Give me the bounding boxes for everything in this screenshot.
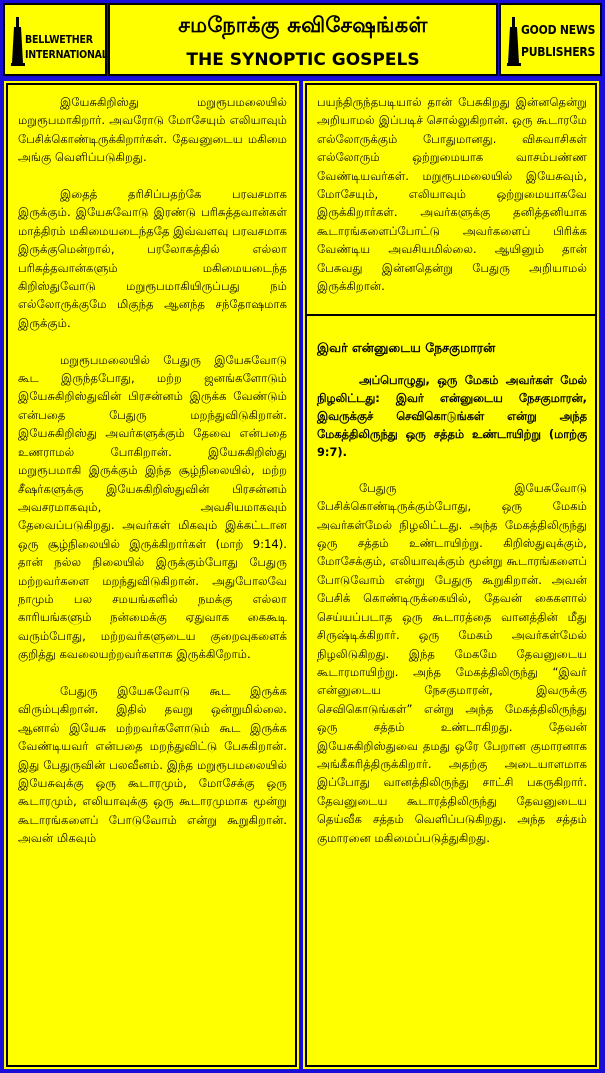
right-column xyxy=(305,83,597,1067)
right-logo-line-1: GOOD NEWS xyxy=(521,23,596,37)
left-column-content xyxy=(8,85,295,1065)
right-logo-line-2: PUBLISHERS xyxy=(521,45,596,59)
paragraph: பேதுரு இயேசுவோடு பேசிக்கொண்டிருக்கும்போது, ஒரு மேகம் அவர்கள்மேல் நிழலிட்டது. அந்த மேகத்திலிருந்து ஒரு சத்தம் உண்டாயிற்று. கிறிஸ்துவுக்கும், மோசேக்கும், எலியாவுக்கும் மூன்று கூடாரங்களைப் போடுவோம் என்று பேதுரு கூறுகிறான். அவன் பேசிக் கொண்டிருக்கையில், தேவன் கைகளால் செய்யப்படாத ஒரு கூடாரத்தை வானத்தின் மீது சிருஷ்டிக்கிறார். ஒரு மேகம் அவர்கள்மேல் நிழலிடுகிறது. இந்த மேகமே தேவனுடைய கூடாரமாயிற்று. அந்த மேகத்திலிருந்து “இவர் என்னுடைய நேசகுமாரன், இவருக்கு செவிகொடுங்கள்” என்று அந்த மேகத்திலிருந்து ஒரு சத்தம் உண்டாகிறது. தேவன் இயேசுகிறிஸ்துவை தமது ஒரே பேறான குமாரனாக அங்கீகரித்திருக்கிறார். அதற்கு அடையாளமாக இப்போது வானத்திலிருந்து சாட்சி பகருகிறார். தேவனுடைய கூடாரத்திலிருந்து தேவனுடைய தெய்வீக சத்தம் வெளிப்படுகிறது. அந்த சத்தம் குமாரனை மகிமைப்படுத்துகிறது. xyxy=(317,480,587,845)
good-news-logo-box xyxy=(499,3,602,76)
title-box xyxy=(108,3,498,76)
section-divider xyxy=(307,314,595,316)
paragraph: மறுரூபமலையில் பேதுரு இயேசுவோடு கூட இருந்தபோது, மற்ற ஜனங்களோடும் இயேசுகிறிஸ்துவின் பிரசன்னம் இருக்க வேண்டும் என்பதை பேதுரு மறந்துவிடுகிறான். இயேசுகிறிஸ்து அவர்களுக்கும் தேவை என்பதை உணராமல் போகிறான். இயேசுகிறிஸ்து மறுரூபமாகி இருக்கும் இந்த சூழ்நிலையில், மற்ற சீஷர்களுக்கு இயேசுகிறிஸ்துவின் பிரசன்னம் அவசரமாகவும், அவசியமாகவும் தேவைப்படுகிறது. அவர்கள் மிகவும் இக்கட்டான ஒரு சூழ்நிலையில் இருக்கிறார்கள் (மாற் 9:14). தான் நல்ல நிலையில் இருக்கும்போது பேதுரு மற்றவர்களை மறந்துவிடுகிறான். அதுபோலவே நாமும் பல சமயங்களில் நமக்கு எல்லா காரியங்களும் நன்மைக்கு ஏதுவாக கைகூடி வரும்போது, மற்றவர்களுடைய குறைவுகளைக் குறித்து கவலையற்றவர்களாக இருக்கிறோம். xyxy=(18,352,287,662)
good-news-logo-icon xyxy=(507,15,521,67)
title-tamil: சமநோக்கு சுவிசேஷங்கள் xyxy=(178,13,428,37)
paragraph: இயேசுகிறிஸ்து மறுரூபமலையில் மறுரூபமாகிறார். அவரோடு மோசேயும் எலியாவும் பேசிக்கொண்டிருக்கிறார்கள். தேவனுடைய மகிமை அங்கு வெளிப்படுகிறது. xyxy=(18,95,287,165)
paragraph: பேதுரு இயேசுவோடு கூட இருக்க விரும்புகிறான். இதில் தவறு ஒன்றுமில்லை. ஆனால் இயேசு மற்றவர்களோடும் கூட இருக்க வேண்டியவர் என்பதை மறந்துவிட்டு பேசுகிறான். இது பேதுருவின் பலவீனம். இந்த மறுரூபமலையில் இயேசுவுக்கு ஒரு கூடாரமும், மோசேக்கு ஒரு கூடாரமும், எலியாவுக்கு ஒரு கூடாரமுமாக மூன்று கூடாரங்களைப் போடுவோம் என்று கூறுகிறான். அவன் மிகவும் xyxy=(18,683,287,846)
left-logo-line-1: BELLWETHER xyxy=(25,34,93,46)
section-heading: இவர் என்னுடைய நேசகுமாரன் xyxy=(317,339,496,355)
right-column-content xyxy=(307,85,595,1065)
bellwether-logo-box xyxy=(3,3,107,76)
left-logo-line-2: INTERNATIONAL xyxy=(25,49,108,61)
title-english: THE SYNOPTIC GOSPELS xyxy=(186,50,420,70)
bellwether-logo-icon xyxy=(11,15,25,67)
paragraph: பயந்திருந்தபடியால் தான் பேசுகிறது இன்னதென்று அறியாமல் இப்படிச் சொல்லுகிறான். ஒரு கூடாரமே எல்லோருக்கும் போதுமானது. விசுவாசிகள் எல்லோரும் ஒற்றுமையாக வாசம்பண்ண வேண்டியவர்கள். மறுரூபமலையில் இயேசுவும், மோசேயும், எலியாவும் ஒற்றுமையாகவே இருக்கிறார்கள். அவர்களுக்கு தனித்தனியாக கூடாரங்களைப்போட்டு அவர்களைப் பிரிக்க வேண்டிய அவசியமில்லை. ஆயினும் தான் பேசுவது இன்னதென்று பேதுரு அறியாமல் இருக்கிறான். xyxy=(317,95,587,294)
paragraph: இதைத் தரிசிப்பதற்கே பரவசமாக இருக்கும். இயேசுவோடு இரண்டு பரிசுத்தவான்கள் மாத்திரம் மகிமையடைந்ததே இவ்வளவு பரவசமாக இருக்குமென்றால், பரலோகத்தில் எல்லா பரிசுத்தவான்களும் மகிமையடைந்த கிறிஸ்துவோடு மறுரூபமாகியிருப்பது நம் எல்லோருக்குமே மிகுந்த ஆனந்த சந்தோஷமாக இருக்கும். xyxy=(18,187,287,330)
left-column xyxy=(6,83,297,1067)
scripture-verse: அப்பொழுது, ஒரு மேகம் அவர்கள் மேல் நிழலிட்டது: இவர் என்னுடைய நேசகுமாரன், இவருக்குச் செவிகொடுங்கள் என்று அந்த மேகத்திலிருந்து ஒரு சத்தம் உண்டாயிற்று (மாற்கு 9:7). xyxy=(317,372,587,459)
